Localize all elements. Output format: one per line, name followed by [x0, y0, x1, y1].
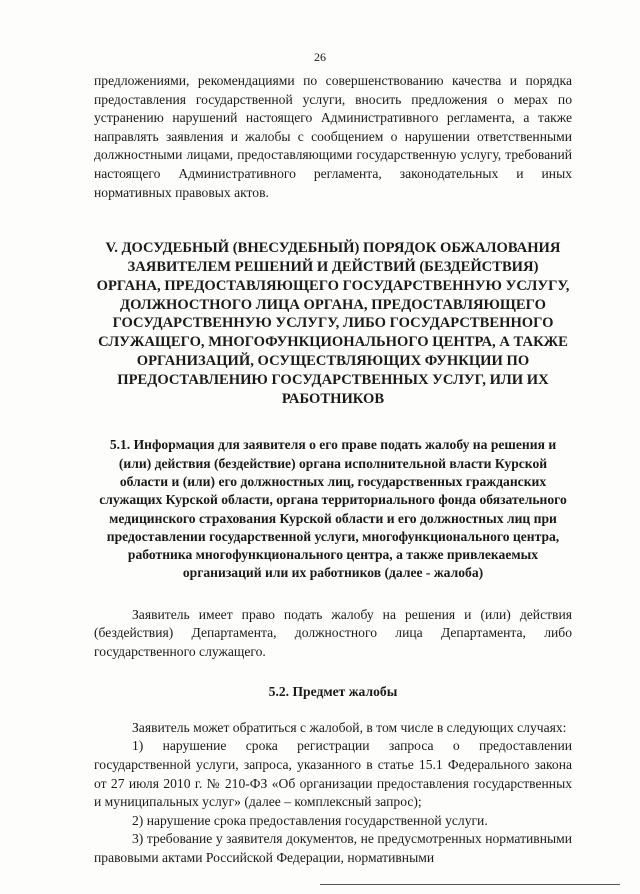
subsection-5-1-title: 5.1. Информация для заявителя о его праве подать жалобу на решения и (или) действия (бездействие) органа исполнительной власти Курской области и (или) его должностных лиц, государственных гражданских служащих Курской области, органа территориального фонда обязательного медицинского страхования Курской области и его должностных лиц при предоставлении государственной услуги, многофункционального центра, работника многофункционального центра, а также привлекаемых организаций или их работников (далее - жалоба) [99, 437, 567, 581]
subsection-5-2-title: 5.2. Предмет жалобы [268, 684, 398, 700]
list-item: 2) нарушение срока предоставления государственной услуги. [132, 812, 488, 828]
list-item: 1) нарушение срока регистрации запроса о предоставлении государственной услуги, запроса, указанного в статье 15.1 Федерального закона от 27 июля 2010 г. № 210-ФЗ «Об организации предоставления государственных и муниципальных услуг» (далее – комплексный запрос); [94, 738, 572, 810]
paragraph-5-1: Заявитель имеет право подать жалобу на решения и (или) действия (бездействия) Департамента, должностного лица Департамента, либо государственного служащего. [94, 606, 572, 659]
bottom-rule [320, 884, 620, 885]
document-body [94, 72, 572, 868]
list-item: 3) требование у заявителя документов, не предусмотренных нормативными правовыми актами Российской Федерации, нормативными [94, 831, 572, 865]
intro-paragraph: предложениями, рекомендациями по совершенствованию качества и порядка предоставления государственной услуги, вносить предложения о мерах по устранению нарушений настоящего Административного регламента, а также направлять заявления и жалобы с сообщением о нарушении ответственными должностными лицами, предоставляющими государственную услугу, требований настоящего Административного регламента, законодательных и иных нормативных правовых актов. [94, 73, 572, 200]
section-title: V. ДОСУДЕБНЫЙ (ВНЕСУДЕБНЫЙ) ПОРЯДОК ОБЖАЛОВАНИЯ ЗАЯВИТЕЛЕМ РЕШЕНИЙ И ДЕЙСТВИЙ (БЕЗДЕЙСТВИЯ) ОРГАНА, ПРЕДОСТАВЛЯЮЩЕГО ГОСУДАРСТВЕННУЮ УСЛУГУ, ДОЛЖНОСТНОГО ЛИЦА ОРГАНА, ПРЕДОСТАВЛЯЮЩЕГО ГОСУДАРСТВЕННУЮ УСЛУГУ, ЛИБО ГОСУДАРСТВЕННОГО СЛУЖАЩЕГО, МНОГОФУНКЦИОНАЛЬНОГО ЦЕНТРА, А ТАКЖЕ ОРГАНИЗАЦИЙ, ОСУЩЕСТВЛЯЮЩИХ ФУНКЦИИ ПО ПРЕДОСТАВЛЕНИЮ ГОСУДАРСТВЕННЫХ УСЛУГ, ИЛИ ИХ РАБОТНИКОВ [96, 240, 570, 407]
paragraph-5-2: Заявитель может обратиться с жалобой, в том числе в следующих случаях: [132, 719, 567, 735]
page-number: 26 [314, 50, 326, 64]
